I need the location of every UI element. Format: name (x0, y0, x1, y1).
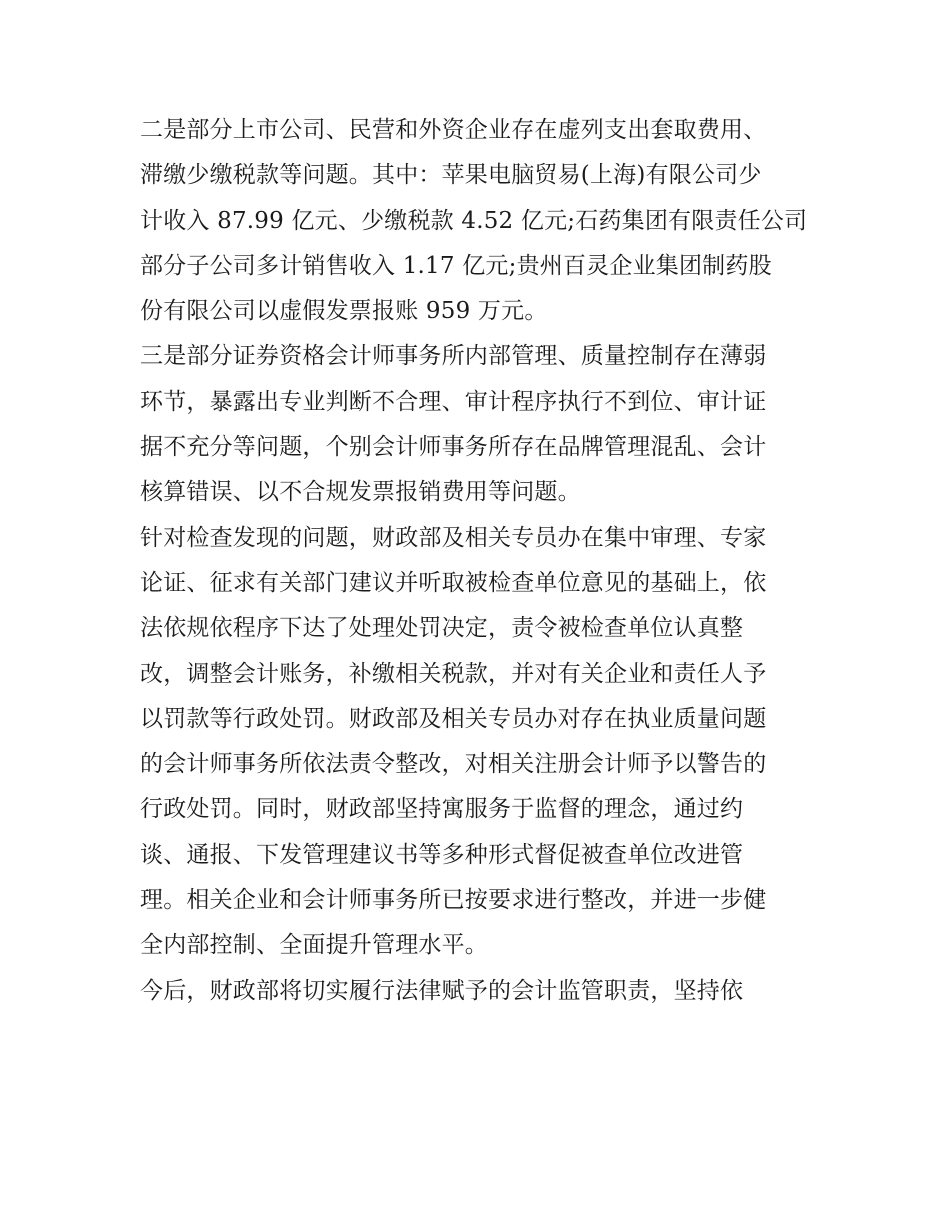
text-line: 行政处罚。同时，财政部坚持寓服务于监督的理念，通过约 (140, 796, 744, 823)
text-line: 据不充分等问题，个别会计师事务所存在品牌管理混乱、会计 (140, 434, 767, 461)
text-line: 改，调整会计账务，补缴相关税款，并对有关企业和责任人予 (140, 660, 767, 687)
text-line: 法依规依程序下达了处理处罚决定，责令被检查单位认真整 (140, 615, 744, 642)
text-line: 三是部分证券资格会计师事务所内部管理、质量控制存在薄弱 (140, 343, 767, 370)
text-line: 份有限公司以虚假发票报账 959 万元。 (140, 298, 548, 325)
text-line: 核算错误、以不合规发票报销费用等问题。 (140, 479, 581, 506)
text-line: 今后，财政部将切实履行法律赋予的会计监管职责，坚持依 (140, 977, 744, 1004)
document-body (140, 108, 820, 1014)
text-line: 针对检查发现的问题，财政部及相关专员办在集中审理、专家 (140, 524, 767, 551)
text-line: 论证、征求有关部门建议并听取被检查单位意见的基础上，依 (140, 569, 767, 596)
text-line: 理。相关企业和会计师事务所已按要求进行整改，并进一步健 (140, 887, 767, 914)
text-line: 滞缴少缴税款等问题。其中：苹果电脑贸易(上海)有限公司少 (140, 162, 762, 189)
text-line: 环节，暴露出专业判断不合理、审计程序执行不到位、审计证 (140, 388, 767, 415)
text-line: 的会计师事务所依法责令整改，对相关注册会计师予以警告的 (140, 751, 767, 778)
text-line: 全内部控制、全面提升管理水平。 (140, 932, 488, 959)
text-line: 谈、通报、下发管理建议书等多种形式督促被查单位改进管 (140, 841, 744, 868)
text-line: 部分子公司多计销售收入 1.17 亿元;贵州百灵企业集团制药股 (140, 252, 772, 279)
text-line: 以罚款等行政处罚。财政部及相关专员办对存在执业质量问题 (140, 705, 767, 732)
text-line: 计收入 87.99 亿元、少缴税款 4.52 亿元;石药集团有限责任公司 (140, 207, 808, 234)
text-line: 二是部分上市公司、民营和外资企业存在虚列支出套取费用、 (140, 117, 767, 143)
